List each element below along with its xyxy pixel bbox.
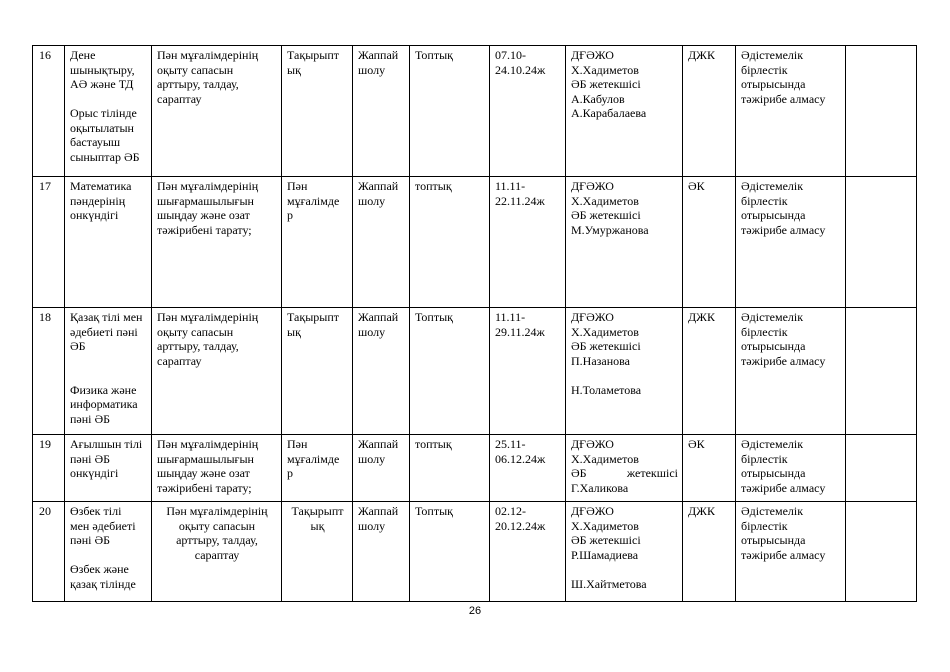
- method-cell: [410, 502, 490, 602]
- cell-line: тәжірибе алмасу: [741, 91, 826, 106]
- plan-table: [32, 45, 917, 602]
- cell-line: Г.Халикова: [571, 480, 629, 495]
- cell-line: А.Карабалаева: [571, 106, 647, 120]
- cell-line: тәжірибе алмасу: [741, 353, 826, 368]
- cell-line: ӘБ жетекшісі: [571, 533, 641, 547]
- control-form-cell: [353, 46, 410, 177]
- cell-line: тәжірибені тарату;: [157, 480, 252, 495]
- cell-line: отырысында: [741, 339, 806, 353]
- cell-line: пәні ӘБ: [70, 451, 111, 466]
- note-cell: [846, 435, 917, 502]
- table-row: [33, 177, 917, 308]
- cell-line: Пән мұғалімдерінің: [157, 48, 259, 62]
- row-number-cell: [33, 435, 65, 502]
- responsible-cell: [566, 308, 683, 435]
- table-row: [33, 502, 917, 602]
- subject-cell: [65, 502, 152, 602]
- control-form-cell: [353, 308, 410, 435]
- dates-cell: [490, 308, 566, 435]
- cell-line: Х.Хадиметов: [571, 62, 639, 77]
- cell-line: Өзбек және: [70, 562, 129, 576]
- cell-line: шынықтыру,: [70, 62, 135, 77]
- row-number-text: 16: [39, 48, 51, 62]
- method-cell: [410, 177, 490, 308]
- cell-line: П.Назанова: [571, 353, 630, 368]
- cell-line: сыныптар ӘБ: [70, 149, 140, 164]
- cell-line: [70, 548, 147, 563]
- control-type-cell: [282, 46, 353, 177]
- row-number-cell: [33, 308, 65, 435]
- cell-line: [571, 368, 678, 383]
- method-text: топтық: [415, 179, 452, 193]
- cell-line: бірлестік: [741, 193, 788, 208]
- method-text: топтық: [415, 437, 452, 451]
- review-place-text: ДЖК: [688, 504, 715, 518]
- cell-line: ӘБ: [70, 339, 86, 353]
- result-cell: [736, 435, 846, 502]
- cell-line: ық: [287, 62, 301, 77]
- responsible-cell: [566, 435, 683, 502]
- note-cell: [846, 177, 917, 308]
- cell-line: ық: [287, 324, 301, 339]
- row-number-cell: [33, 177, 65, 308]
- cell-line: 07.10-: [495, 48, 526, 62]
- cell-line: Пән мұғалімдерінің: [157, 179, 259, 193]
- cell-line: отырысында: [741, 208, 806, 222]
- responsible-cell: [566, 46, 683, 177]
- cell-line: Пән мұғалімдерінің: [166, 504, 268, 518]
- cell-line: ДҒӘЖО: [571, 504, 614, 518]
- table-row: [33, 308, 917, 435]
- cell-line: р: [287, 208, 293, 222]
- cell-line: шолу: [358, 324, 386, 339]
- row-number-text: 20: [39, 504, 51, 518]
- cell-line: арттыру, талдау,: [176, 533, 258, 547]
- cell-line: Қазақ тілі мен: [70, 310, 143, 324]
- cell-line: Пән: [287, 437, 308, 451]
- control-type-cell: [282, 502, 353, 602]
- cell-line: р: [287, 466, 293, 480]
- result-cell: [736, 308, 846, 435]
- cell-line: мен әдебиеті: [70, 518, 136, 533]
- cell-line: бірлестік: [741, 518, 788, 533]
- cell-line: Әдістемелік: [741, 48, 804, 62]
- cell-line: бастауыш: [70, 135, 121, 149]
- cell-line: қазақ тілінде: [70, 576, 136, 591]
- cell-line: арттыру, талдау,: [157, 339, 239, 353]
- result-cell: [736, 502, 846, 602]
- cell-line: Н.Толаметова: [571, 382, 642, 397]
- cell-line: тәжірибені тарату;: [157, 222, 252, 237]
- row-number-text: 17: [39, 179, 51, 193]
- cell-line: бірлестік: [741, 451, 788, 466]
- cell-line: Жаппай: [358, 437, 399, 451]
- cell-line: бірлестік: [741, 62, 788, 77]
- note-cell: [846, 502, 917, 602]
- review-place-cell: [683, 177, 736, 308]
- cell-line: мұғалімде: [287, 451, 340, 466]
- cell-line: шығармашылығын: [157, 193, 254, 208]
- cell-line: Р.Шамадиева: [571, 547, 639, 562]
- subject-cell: [65, 46, 152, 177]
- cell-line: тәжірибе алмасу: [741, 222, 826, 237]
- cell-line: отырысында: [741, 466, 806, 480]
- control-type-cell: [282, 177, 353, 308]
- cell-line: А.Кабулов: [571, 91, 625, 106]
- cell-line: мұғалімде: [287, 193, 340, 208]
- cell-line: шығармашылығын: [157, 451, 254, 466]
- cell-line: бірлестік: [741, 324, 788, 339]
- cell-line: [70, 92, 147, 107]
- goal-cell: [152, 308, 282, 435]
- cell-line: 22.11.24ж: [495, 193, 545, 208]
- cell-line: пәні ӘБ: [70, 533, 111, 547]
- method-text: Топтық: [415, 310, 453, 324]
- row-number-cell: [33, 502, 65, 602]
- cell-line: 29.11.24ж: [495, 324, 545, 339]
- review-place-text: ӘК: [688, 179, 705, 193]
- cell-line: [70, 368, 147, 383]
- goal-cell: [152, 46, 282, 177]
- review-place-cell: [683, 435, 736, 502]
- note-cell: [846, 46, 917, 177]
- goal-cell: [152, 502, 282, 602]
- responsible-cell: [566, 177, 683, 308]
- row-number-text: 18: [39, 310, 51, 324]
- cell-line: АӘ және ТД: [70, 77, 134, 91]
- review-place-cell: [683, 502, 736, 602]
- cell-line: Дене: [70, 48, 96, 62]
- cell-line: әдебиеті пәні: [70, 324, 138, 339]
- cell-line: шолу: [358, 193, 386, 208]
- cell-line: отырысында: [741, 533, 806, 547]
- cell-line: Әдістемелік: [741, 504, 804, 518]
- cell-line: Пән мұғалімдерінің: [157, 310, 259, 324]
- cell-line: Жаппай: [358, 504, 399, 518]
- cell-line: тәжірибе алмасу: [741, 480, 826, 495]
- cell-line: ДҒӘЖО: [571, 437, 614, 451]
- cell-line: арттыру, талдау,: [157, 77, 239, 91]
- cell-line: ӘБ жетекшісі: [571, 208, 641, 222]
- review-place-text: ДЖК: [688, 310, 715, 324]
- cell-line: оқыту сапасын: [157, 324, 234, 339]
- cell-line: 02.12-: [495, 504, 526, 518]
- cell-line: 11.11-: [495, 310, 526, 324]
- cell-line: сараптау: [194, 547, 240, 562]
- cell-line: шыңдау және озат: [157, 208, 250, 222]
- goal-cell: [152, 435, 282, 502]
- cell-line: 25.11-: [495, 437, 526, 451]
- method-cell: [410, 308, 490, 435]
- cell-line: онкүндігі: [70, 466, 119, 480]
- table-row: [33, 46, 917, 177]
- dates-cell: [490, 177, 566, 308]
- cell-line: Х.Хадиметов: [571, 193, 639, 208]
- cell-line: ӘБ жетекшісі: [571, 466, 678, 480]
- cell-line: Х.Хадиметов: [571, 518, 639, 533]
- row-number-cell: [33, 46, 65, 177]
- cell-line: 11.11-: [495, 179, 526, 193]
- page-number: 26: [468, 605, 482, 617]
- cell-line: Пән: [287, 179, 308, 193]
- cell-line: Пән мұғалімдерінің: [157, 437, 259, 451]
- cell-line: [70, 354, 147, 369]
- subject-cell: [65, 177, 152, 308]
- cell-line: Жаппай: [358, 48, 399, 62]
- dates-cell: [490, 502, 566, 602]
- control-form-cell: [353, 177, 410, 308]
- cell-line: 06.12.24ж: [495, 451, 546, 466]
- cell-line: ӘБ жетекшісі: [571, 339, 641, 353]
- cell-line: Математика: [70, 179, 132, 193]
- cell-line: оқыту сапасын: [157, 62, 234, 77]
- goal-cell: [152, 177, 282, 308]
- control-type-cell: [282, 435, 353, 502]
- cell-line: информатика: [70, 397, 138, 411]
- cell-line: ДҒӘЖО: [571, 48, 614, 62]
- cell-line: онкүндігі: [70, 208, 119, 222]
- cell-line: ДҒӘЖО: [571, 179, 614, 193]
- method-cell: [410, 435, 490, 502]
- cell-line: Физика және: [70, 382, 137, 397]
- cell-line: оқытылатын: [70, 120, 134, 135]
- cell-line: ДҒӘЖО: [571, 310, 614, 324]
- review-place-text: ДЖК: [688, 48, 715, 62]
- note-cell: [846, 308, 917, 435]
- subject-cell: [65, 435, 152, 502]
- cell-line: Ш.Хайтметова: [571, 576, 647, 591]
- cell-line: 20.12.24ж: [495, 518, 546, 533]
- cell-line: оқыту сапасын: [178, 518, 256, 533]
- cell-line: [571, 562, 678, 577]
- cell-line: Х.Хадиметов: [571, 324, 639, 339]
- cell-line: Өзбек тілі: [70, 504, 122, 518]
- cell-line: Тақырыпт: [287, 48, 339, 62]
- cell-line: Тақырыпт: [287, 310, 339, 324]
- method-cell: [410, 46, 490, 177]
- cell-line: Әдістемелік: [741, 437, 804, 451]
- cell-line: пәндерінің: [70, 193, 126, 208]
- cell-line: шолу: [358, 62, 386, 77]
- control-type-cell: [282, 308, 353, 435]
- cell-line: Жаппай: [358, 179, 399, 193]
- cell-line: сараптау: [157, 91, 202, 106]
- cell-line: пәні ӘБ: [70, 411, 111, 426]
- cell-line: тәжірибе алмасу: [741, 547, 826, 562]
- cell-line: шыңдау және озат: [157, 466, 250, 480]
- cell-line: Х.Хадиметов: [571, 451, 639, 466]
- cell-line: Тақырыпт: [291, 504, 344, 518]
- cell-line: отырысында: [741, 77, 806, 91]
- cell-line: ӘБ жетекшісі: [571, 77, 641, 91]
- cell-line: ық: [310, 518, 325, 533]
- responsible-cell: [566, 502, 683, 602]
- control-form-cell: [353, 435, 410, 502]
- cell-line: Жаппай: [358, 310, 399, 324]
- review-place-cell: [683, 46, 736, 177]
- dates-cell: [490, 46, 566, 177]
- result-cell: [736, 46, 846, 177]
- cell-line: Әдістемелік: [741, 310, 804, 324]
- table-row: [33, 435, 917, 502]
- cell-line: 24.10.24ж: [495, 62, 546, 77]
- review-place-cell: [683, 308, 736, 435]
- cell-line: Орыс тілінде: [70, 106, 137, 120]
- cell-line: сараптау: [157, 353, 202, 368]
- method-text: Топтық: [415, 48, 453, 62]
- cell-line: М.Умуржанова: [571, 222, 649, 237]
- method-text: Топтық: [415, 504, 453, 518]
- cell-line: Әдістемелік: [741, 179, 804, 193]
- cell-line: шолу: [358, 451, 386, 466]
- control-form-cell: [353, 502, 410, 602]
- row-number-text: 19: [39, 437, 51, 451]
- result-cell: [736, 177, 846, 308]
- cell-line: шолу: [358, 518, 386, 533]
- subject-cell: [65, 308, 152, 435]
- review-place-text: ӘК: [688, 437, 705, 451]
- dates-cell: [490, 435, 566, 502]
- cell-line: Ағылшын тілі: [70, 437, 143, 451]
